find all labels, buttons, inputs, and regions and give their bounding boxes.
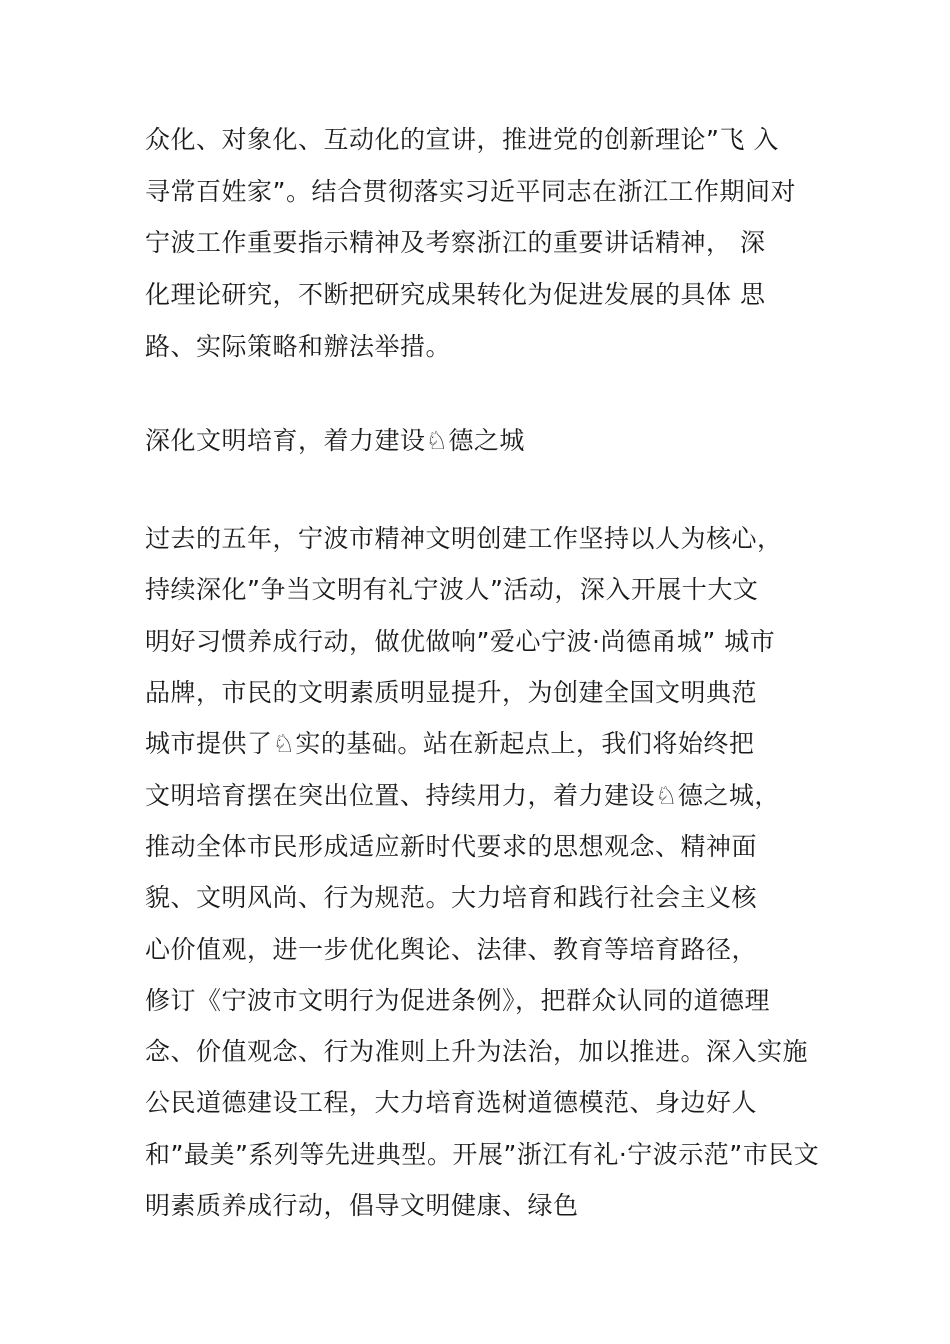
paragraph-2-line-3: 明好习惯养成行动，做优做响”爱心宁波·尚德甬城” 城市 [145,627,776,656]
paragraph-2-line-5: 城市提供了♘实的基础。站在新起点上，我们将始终把 [145,729,755,758]
paragraph-2-line-11: 念、价值观念、行为准则上升为法治，加以推进。深入实施 [145,1037,809,1066]
paragraph-1-line-5: 路、实际策略和辦法举措。 [145,332,452,361]
paragraph-2-line-12: 公民道德建设工程，大力培育选树道德模范、身边好人 [145,1088,758,1117]
paragraph-1-line-1: 众化、对象化、互动化的宣讲，推进党的创新理论”飞 入 [145,125,779,154]
paragraph-2-line-2: 持续深化”争当文明有礼宁波人”活动，深入开展十大文 [145,575,759,604]
paragraph-1-line-4: 化理论研究，不断把研究成果转化为促进发展的具体 思 [145,280,766,309]
paragraph-2-line-4: 品牌，市民的文明素质明显提升，为创建全国文明典范 [145,678,758,707]
paragraph-2-line-8: 貌、文明风尚、行为规范。大力培育和践行社会主义核 [145,883,758,912]
paragraph-2-line-14: 明素质养成行动，倡导文明健康、绿色 [145,1191,579,1220]
paragraph-2-line-6: 文明培育摆在突出位置、持续用力，着力建设♘德之城， [145,781,780,810]
paragraph-2-line-13: 和”最美”系列等先进典型。开展”浙江有礼·宁波示范”市民文 [145,1140,820,1169]
section-heading: 深化文明培育，着力建设♘德之城 [145,426,525,455]
paragraph-2-line-1: 过去的五年，宁波市精神文明创建工作坚持以人为核心， [145,524,783,553]
paragraph-2-line-10: 修订《宁波市文明行为促进条例》，把群众认同的道德理 [145,986,771,1015]
paragraph-1-line-2: 寻常百姓家”。结合贯彻落实习近平同志在浙江工作期间对 [145,177,796,206]
paragraph-2-line-7: 推动全体市民形成适应新时代要求的思想观念、精神面 [145,832,758,861]
paragraph-1-line-3: 宁波工作重要指示精神及考察浙江的重要讲话精神， 深 [145,228,766,257]
paragraph-2-line-9: 心价值观，进一步优化舆论、法律、教育等培育路径， [145,935,758,964]
